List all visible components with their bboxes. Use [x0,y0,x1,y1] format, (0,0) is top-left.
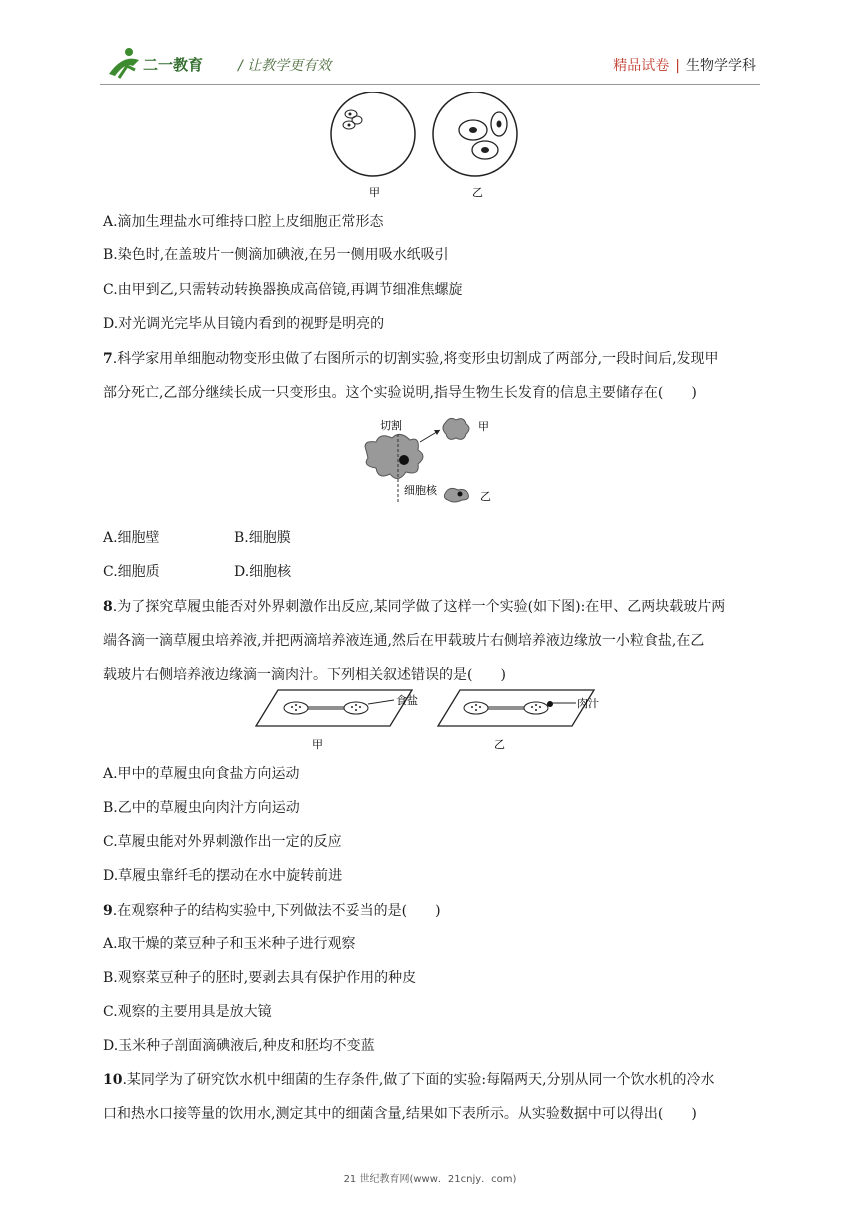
fig7-yi-label: 乙 [480,490,491,503]
page-header [0,0,860,90]
q8-option-b: B.乙中的草履虫向肉汁方向运动 [103,800,300,816]
q7-options-row1 [103,527,291,547]
slide-figure [252,686,612,754]
svg-text:二一教育: 二一教育 [143,56,204,74]
q8-number: 8 [103,599,113,615]
microscope-figure [325,92,525,202]
q8-stem-line3: 载玻片右侧培养液边缘滴一滴肉汁。下列相关叙述错误的是( ) [103,667,506,683]
q7-number: 7 [103,351,113,367]
q8-option-a: A.甲中的草履虫向食盐方向运动 [103,766,300,782]
q6-option-b: B.染色时,在盖玻片一侧滴加碘液,在另一侧用吸水纸吸引 [103,247,449,263]
fig6-label-yi: 乙 [472,186,483,199]
q7-option-a: A.细胞壁 [103,530,160,546]
header-rule [100,84,760,85]
premium-label: 精品试卷 [613,58,670,74]
fig8-salt-label: 食盐 [396,694,418,707]
fig7-nucleus-label: 细胞核 [404,484,437,497]
fig8-yi-label: 乙 [494,738,505,751]
q7-options-row2 [103,561,292,581]
q9-option-a: A.取干燥的菜豆种子和玉米种子进行观察 [103,936,356,952]
q9-option-c: C.观察的主要用具是放大镜 [103,1004,272,1020]
fig6-label-jia: 甲 [369,186,380,199]
header-separator: | [675,58,680,74]
q10-number: 10 [103,1072,123,1088]
slogan: / 让教学更有效 [238,58,332,74]
q9-stem: 9.在观察种子的结构实验中,下列做法不妥当的是( ) [103,903,441,919]
q8-option-d: D.草履虫靠纤毛的摆动在水中旋转前进 [103,868,343,884]
q9-number: 9 [103,903,113,919]
amoeba-figure [358,412,508,512]
q8-stem-line1: 8.为了探究草履虫能否对外界刺激作出反应,某同学做了这样一个实验(如下图):在甲、乙两块载玻片两 [103,599,726,615]
logo-icon [105,44,215,84]
q8-stem-line2: 端各滴一滴草履虫培养液,并把两滴培养液连通,然后在甲载玻片右侧培养液边缘放一小粒食盐,在乙 [103,633,705,649]
q10-stem-line2: 口和热水口接等量的饮用水,测定其中的细菌含量,结果如下表所示。从实验数据中可以得出( ) [103,1106,697,1122]
subject-label: 生物学学科 [686,58,756,74]
q9-option-b: B.观察菜豆种子的胚时,要剥去具有保护作用的种皮 [103,970,417,986]
q6-option-d: D.对光调光完毕从目镜内看到的视野是明亮的 [103,316,385,332]
fig8-jia-label: 甲 [312,738,323,751]
header-subject [613,55,756,75]
page-footer: 21 世纪教育网(www．21cnjy．com) [343,1174,517,1185]
q10-stem-line1: 10.某同学为了研究饮水机中细菌的生存条件,做了下面的实验:每隔两天,分别从同一个饮水机的冷水 [103,1072,715,1088]
q7-stem-line1: 7.科学家用单细胞动物变形虫做了右图所示的切割实验,将变形虫切割成了两部分,一段时间后,发现甲 [103,351,719,367]
q7-option-b: B.细胞膜 [234,530,291,546]
q6-option-a: A.滴加生理盐水可维持口腔上皮细胞正常形态 [103,214,384,230]
q7-option-d: D.细胞核 [234,564,292,580]
q9-option-d: D.玉米种子剖面滴碘液后,种皮和胚均不变蓝 [103,1038,375,1054]
q6-option-c: C.由甲到乙,只需转动转换器换成高倍镜,再调节细准焦螺旋 [103,282,463,298]
q7-option-c: C.细胞质 [103,564,160,580]
fig7-jia-label: 甲 [478,420,489,433]
fig8-juice-label: 肉汁 [577,697,599,710]
q8-option-c: C.草履虫能对外界刺激作出一定的反应 [103,834,342,850]
fig7-cut-label: 切割 [380,419,402,432]
q7-stem-line2: 部分死亡,乙部分继续长成一只变形虫。这个实验说明,指导生物生长发育的信息主要储存在( ) [103,385,697,401]
